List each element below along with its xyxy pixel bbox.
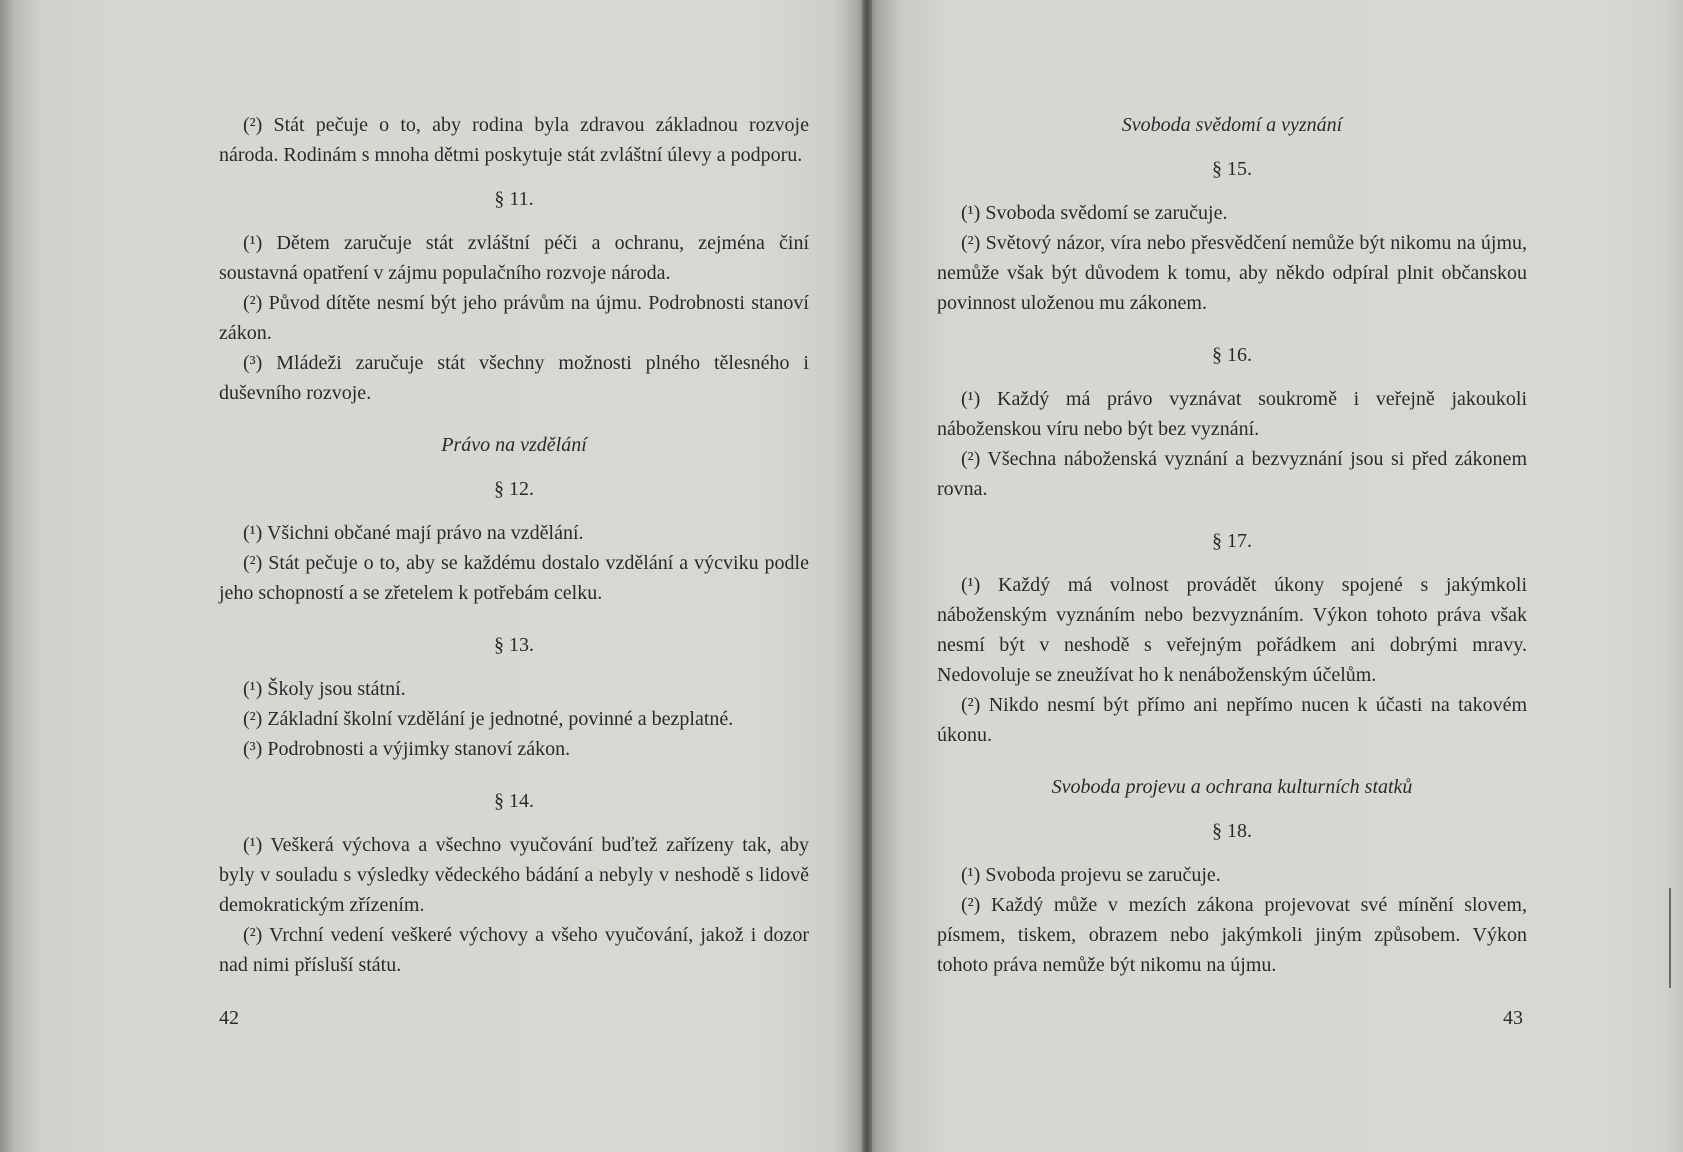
page-number: 42 xyxy=(219,1007,239,1029)
paragraph: (²) Vrchní vedení veškeré výchovy a všeho vyučování, jakož i dozor nad nimi přísluší státu. xyxy=(219,924,809,976)
section-title: § 15. xyxy=(1212,158,1252,180)
paragraph: (³) Mládeži zaručuje stát všechny možnosti plného tělesného i duševního rozvoje. xyxy=(219,352,809,404)
paragraph: (¹) Všichni občané mají právo na vzdělání. xyxy=(243,522,584,544)
paragraph: (²) Stát pečuje o to, aby rodina byla zdravou základnou rozvoje národa. Rodinám s mnoha dětmi poskytuje stát zvláštní úlevy a podporu. xyxy=(219,114,809,166)
paragraph: (²) Stát pečuje o to, aby se každému dostalo vzdělání a výcviku podle jeho schopností a se zřetelem k potřebám celku. xyxy=(219,552,809,604)
paragraph: (¹) Svoboda projevu se zaručuje. xyxy=(961,864,1221,886)
section-title: § 12. xyxy=(494,478,534,500)
section-title: § 16. xyxy=(1212,344,1252,366)
paragraph: (²) Každý může v mezích zákona projevovat své mínění slovem, písmem, tiskem, obrazem nebo jakýmkoli jiným způsobem. Výkon tohoto práva nemůže být nikomu na újmu. xyxy=(937,894,1527,976)
page-number: 43 xyxy=(1503,1007,1523,1029)
paragraph: (¹) Každý má právo vyznávat soukromě i veřejně jakoukoli náboženskou víru nebo být bez vyznání. xyxy=(937,388,1527,440)
book-gutter xyxy=(862,0,872,1152)
paragraph: (²) Všechna náboženská vyznání a bezvyznání jsou si před zákonem rovna. xyxy=(937,448,1527,500)
paragraph: (¹) Každý má volnost provádět úkony spojené s jakýmkoli náboženským vyznáním nebo bezvyznáním. Výkon tohoto práva však nesmí být v neshodě s veřejným pořádkem ani dobrými mravy. Nedovoluje se zneužívat ho k nenáboženským účelům. xyxy=(937,574,1527,686)
paragraph: (³) Podrobnosti a výjimky stanoví zákon. xyxy=(243,738,571,760)
paragraph: (¹) Veškerá výchova a všechno vyučování buďtež zařízeny tak, aby byly v souladu s výsledky vědeckého bádání a nebyly v neshodě s lidově demokratickým zřízením. xyxy=(219,834,809,916)
right-page xyxy=(866,0,1683,1152)
section-title: § 17. xyxy=(1212,530,1252,552)
section-title: § 11. xyxy=(494,188,534,210)
section-title: § 13. xyxy=(494,634,534,656)
margin-pencil-mark xyxy=(1669,888,1671,988)
paragraph: (²) Nikdo nesmí být přímo ani nepřímo nucen k účasti na takovém úkonu. xyxy=(937,694,1527,746)
section-title: § 14. xyxy=(494,790,534,812)
paragraph: (²) Původ dítěte nesmí být jeho právům na újmu. Podrobnosti stanoví zákon. xyxy=(219,292,809,344)
chapter-heading: Svoboda projevu a ochrana kulturních statků xyxy=(1051,776,1413,798)
paragraph: (¹) Dětem zaručuje stát zvláštní péči a ochranu, zejména činí soustavná opatření v zájmu populačního rozvoje národa. xyxy=(219,232,809,284)
left-text-column xyxy=(219,110,809,980)
paragraph: (¹) Svoboda svědomí se zaručuje. xyxy=(961,202,1228,224)
paragraph: (²) Základní školní vzdělání je jednotné, povinné a bezplatné. xyxy=(243,708,734,730)
paragraph: (²) Světový názor, víra nebo přesvědčení nemůže být nikomu na újmu, nemůže však být důvodem k tomu, aby někdo odpíral plnit občanskou povinnost uloženou mu zákonem. xyxy=(937,232,1527,314)
paragraph: (¹) Školy jsou státní. xyxy=(243,678,406,700)
chapter-heading: Svoboda svědomí a vyznání xyxy=(1121,114,1343,136)
chapter-heading: Právo na vzdělání xyxy=(441,434,587,456)
right-text-column xyxy=(937,110,1527,980)
section-title: § 18. xyxy=(1212,820,1252,842)
